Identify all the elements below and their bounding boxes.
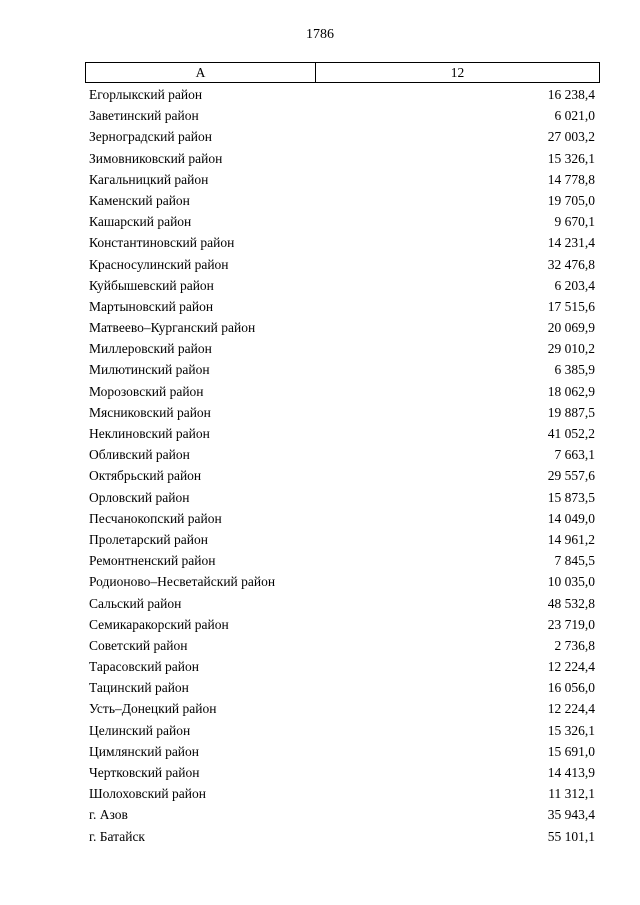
row-name: Целинский район bbox=[89, 722, 191, 738]
row-value: 27 003,2 bbox=[547, 129, 595, 145]
table-row bbox=[89, 804, 595, 825]
row-name: Ремонтненский район bbox=[89, 553, 216, 569]
row-value: 10 035,0 bbox=[547, 574, 595, 590]
table-row bbox=[89, 275, 595, 296]
row-value: 9 670,1 bbox=[554, 214, 595, 230]
row-name: Тарасовский район bbox=[89, 659, 199, 675]
row-name: Зимовниковский район bbox=[89, 150, 223, 166]
row-name: Обливский район bbox=[89, 447, 190, 463]
row-name: Пролетарский район bbox=[89, 531, 208, 547]
row-value: 11 312,1 bbox=[548, 786, 595, 802]
table-row bbox=[89, 190, 595, 211]
table-row bbox=[89, 571, 595, 592]
table-row bbox=[89, 148, 595, 169]
table-row bbox=[89, 741, 595, 762]
table-row bbox=[89, 211, 595, 232]
row-name: Зерноградский район bbox=[89, 129, 212, 145]
row-name: г. Азов bbox=[89, 807, 128, 823]
row-value: 29 010,2 bbox=[547, 341, 595, 357]
row-name: Орловский район bbox=[89, 489, 190, 505]
row-value: 41 052,2 bbox=[547, 426, 595, 441]
row-name: Куйбышевский район bbox=[89, 277, 214, 293]
row-value: 16 238,4 bbox=[547, 87, 595, 102]
row-value: 6 021,0 bbox=[554, 108, 595, 124]
table-row bbox=[89, 317, 595, 338]
row-name: Неклиновский район bbox=[89, 426, 210, 441]
row-value: 19 705,0 bbox=[547, 192, 595, 208]
table-row bbox=[89, 105, 595, 126]
row-value: 15 691,0 bbox=[547, 743, 595, 759]
row-name: Песчанокопский район bbox=[89, 510, 222, 526]
table-row bbox=[89, 232, 595, 253]
row-name: Матвеево–Курганский район bbox=[89, 320, 256, 336]
row-value: 6 203,4 bbox=[554, 277, 595, 293]
column-header-value: 12 bbox=[450, 65, 465, 80]
table-row bbox=[89, 487, 595, 508]
row-name: Советский район bbox=[89, 637, 188, 653]
table-row bbox=[89, 126, 595, 147]
row-name: Чертковский район bbox=[89, 765, 200, 780]
row-name: Миллеровский район bbox=[89, 341, 212, 357]
table-row bbox=[89, 550, 595, 571]
row-value: 35 943,4 bbox=[547, 807, 595, 823]
row-value: 32 476,8 bbox=[547, 256, 595, 272]
row-name: Морозовский район bbox=[89, 383, 204, 399]
table-row bbox=[89, 783, 595, 804]
row-name: Кашарский район bbox=[89, 214, 192, 230]
row-value: 6 385,9 bbox=[554, 362, 595, 378]
table-row bbox=[89, 762, 595, 783]
table-row bbox=[89, 84, 595, 105]
row-name: Заветинский район bbox=[89, 108, 199, 124]
row-value: 14 778,8 bbox=[547, 171, 595, 187]
table-row bbox=[89, 529, 595, 550]
row-value: 17 515,6 bbox=[547, 298, 595, 314]
row-name: Родионово–Несветайский район bbox=[89, 574, 276, 590]
row-value: 15 873,5 bbox=[547, 489, 595, 505]
row-name: Мартыновский район bbox=[89, 298, 214, 314]
row-name: Кагальницкий район bbox=[89, 171, 209, 187]
table-row bbox=[89, 635, 595, 656]
row-name: Шолоховский район bbox=[89, 786, 206, 802]
row-name: Октябрьский район bbox=[89, 468, 202, 484]
table-row bbox=[89, 465, 595, 486]
row-value: 2 736,8 bbox=[554, 637, 595, 653]
row-value: 29 557,6 bbox=[547, 468, 595, 484]
table-row bbox=[89, 826, 595, 847]
row-name: г. Батайск bbox=[89, 828, 145, 844]
row-name: Красносулинский район bbox=[89, 256, 229, 272]
table-row bbox=[89, 656, 595, 677]
column-header-name: А bbox=[86, 63, 316, 82]
table-row bbox=[89, 359, 595, 380]
table-body bbox=[89, 84, 595, 847]
row-name: Сальский район bbox=[89, 595, 182, 611]
table-row bbox=[89, 169, 595, 190]
table-row bbox=[89, 614, 595, 635]
table-row bbox=[89, 338, 595, 359]
row-value: 15 326,1 bbox=[547, 722, 595, 738]
row-value: 7 845,5 bbox=[554, 553, 595, 569]
row-value: 14 049,0 bbox=[547, 510, 595, 526]
table-header bbox=[85, 62, 600, 83]
table-row bbox=[89, 381, 595, 402]
table-row bbox=[89, 423, 595, 444]
row-value: 14 413,9 bbox=[547, 765, 595, 780]
row-value: 12 224,4 bbox=[547, 701, 595, 717]
row-value: 55 101,1 bbox=[547, 828, 595, 844]
row-value: 14 961,2 bbox=[547, 531, 595, 547]
table-row bbox=[89, 593, 595, 614]
row-name: Семикаракорский район bbox=[89, 616, 229, 632]
table-row bbox=[89, 720, 595, 741]
table-row bbox=[89, 254, 595, 275]
table-row bbox=[89, 508, 595, 529]
row-name: Тацинский район bbox=[89, 680, 189, 696]
row-name: Милютинский район bbox=[89, 362, 210, 378]
page-number: 1786 bbox=[306, 27, 334, 42]
row-value: 7 663,1 bbox=[554, 447, 595, 463]
row-value: 14 231,4 bbox=[547, 235, 595, 251]
table-row bbox=[89, 677, 595, 698]
row-value: 19 887,5 bbox=[547, 404, 595, 420]
table-row bbox=[89, 402, 595, 423]
row-name: Каменский район bbox=[89, 192, 190, 208]
table-row bbox=[89, 698, 595, 719]
row-name: Мясниковский район bbox=[89, 404, 211, 420]
row-value: 15 326,1 bbox=[547, 150, 595, 166]
row-value: 18 062,9 bbox=[547, 383, 595, 399]
row-value: 23 719,0 bbox=[547, 616, 595, 632]
row-name: Константиновский район bbox=[89, 235, 235, 251]
row-value: 12 224,4 bbox=[547, 659, 595, 675]
table-row bbox=[89, 296, 595, 317]
table-row bbox=[89, 444, 595, 465]
row-value: 20 069,9 bbox=[547, 320, 595, 336]
row-name: Усть–Донецкий район bbox=[89, 701, 217, 717]
row-name: Цимлянский район bbox=[89, 743, 200, 759]
row-name: Егорлыкский район bbox=[89, 87, 203, 102]
row-value: 48 532,8 bbox=[547, 595, 595, 611]
row-value: 16 056,0 bbox=[547, 680, 595, 696]
